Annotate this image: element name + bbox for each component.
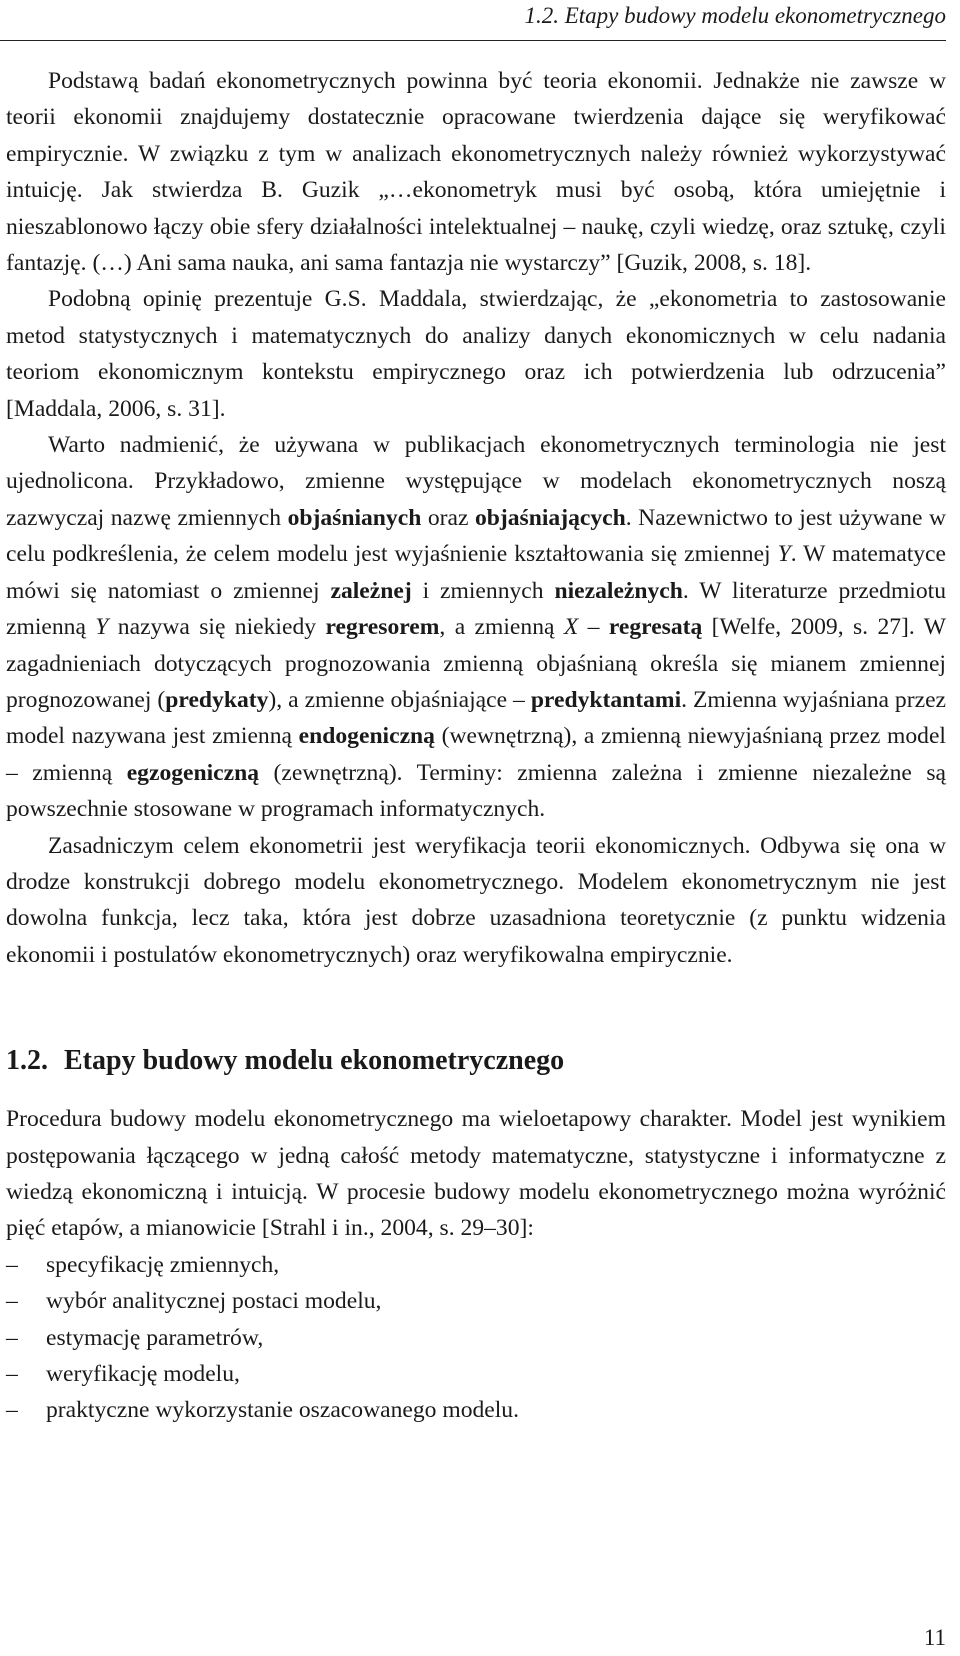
term-predyktanty: predyktantami: [530, 686, 682, 713]
list-item: [6, 1247, 946, 1283]
text-run: [Welfe, 2009, s. 27]. W zagadnieniach dotyczących prognozowania zmienną objaśnianą określa się mianem zmiennej prognozowanej (: [6, 614, 947, 713]
math-variable-y: Y: [95, 614, 109, 641]
list-item: [6, 1392, 946, 1428]
section-number: 1.2.: [6, 1045, 48, 1077]
paragraph-maddala: [6, 281, 946, 427]
text-run: , a zmienną: [439, 614, 564, 641]
text-run: . W matematyce mówi się natomiast o zmiennej: [6, 541, 946, 604]
paragraph-text: Procedura budowy modelu ekonometrycznego ma wieloetapowy charakter. Model jest wynikiem postępowania łączącego w jedną całość metody matematyczne, statystyczne i informatyczne z wiedzą ekonomiczną i intuicją. W procesie budowy modelu ekonometrycznego można wyróżnić pięć etapów, a mianowicie [Strahl i in., 2004, s. 29–30]:: [6, 1106, 946, 1242]
term-regresor: regresorem: [325, 614, 440, 641]
section-intro: [6, 1101, 946, 1247]
text-run: . W literaturze przedmiotu zmienną: [6, 577, 946, 641]
paragraph-text: Podstawą badań ekonometrycznych powinna być teoria ekonomii. Jednakże nie zawsze w teorii ekonomii znajdujemy dostatecznie opracowane twierdzenia dające się weryfikować empirycznie. W związku z tym w analizach ekonometrycznych należy również wykorzystywać intuicję. Jak stwierdza B. Guzik „…ekonometryk musi być osobą, która umiejętnie i nieszablonowo łączy obie sfery działalności intelektualnej – naukę, czyli wiedzę, oraz sztukę, czyli fantazję. (…) Ani sama nauka, ani sama fantazja nie wystarczy” [Guzik, 2008, s. 18].: [6, 68, 946, 277]
text-run: –: [578, 614, 609, 641]
dash-bullet: –: [6, 1361, 18, 1387]
running-title: 1.2. Etapy budowy modelu ekonometrycznego: [524, 3, 946, 28]
term-zalezna: zależnej: [330, 577, 412, 604]
list-item-text: weryfikację modelu,: [46, 1361, 240, 1387]
term-predykata: predykaty: [165, 686, 269, 713]
running-header: [0, 0, 946, 41]
paragraph-intuition: [6, 63, 946, 281]
list-item-text: estymację parametrów,: [46, 1324, 264, 1351]
paragraph-text: Podobną opinię prezentuje G.S. Maddala, stwierdzając, że „ekonometria to zastosowanie metod statystycznych i matematycznych do analizy danych ekonomicznych w celu nadania teoriom ekonomicznym kontekstu empirycznego oraz ich potwierdzenia lub odrzucenia” [Maddala, 2006, s. 31].: [6, 286, 946, 422]
term-endogeniczna: endogeniczną: [298, 723, 435, 750]
text-run: (zewnętrzną). Terminy: zmienna zależna i zmienne niezależne są powszechnie stosowane w programach informatycznych.: [6, 759, 947, 823]
dash-bullet: –: [6, 1288, 18, 1315]
paragraph-terminology: [6, 427, 946, 827]
text-run: . Zmienna wyjaśniana przez model nazywana jest zmienną: [6, 686, 947, 750]
paragraph-text: Zasadniczym celem ekonometrii jest weryfikacja teorii ekonomicznych. Odbywa się ona w drodze konstrukcji dobrego modelu ekonometrycznego. Modelem ekonometrycznym nie jest dowolna funkcja, lecz taka, która jest dobrze uzasadniona teoretycznie (z punktu widzenia ekonomii i postulatów ekonometrycznych) oraz weryfikowalna empirycznie.: [6, 832, 946, 968]
term-egzogeniczna: egzogeniczną: [126, 759, 260, 786]
text-run: nazywa się niekiedy: [108, 614, 326, 641]
list-item: [6, 1283, 946, 1319]
list-item-text: praktyczne wykorzystanie oszacowanego modelu.: [46, 1397, 520, 1424]
dash-bullet: –: [6, 1251, 18, 1278]
stage-list: [6, 1247, 946, 1429]
list-item: [6, 1320, 946, 1356]
paragraph-goal: [6, 828, 946, 974]
dash-bullet: –: [6, 1397, 18, 1424]
section-heading: [6, 1043, 946, 1079]
list-item: [6, 1356, 946, 1392]
text-run: (wewnętrzną), a zmienną niewyjaśnianą przez model – zmienną: [6, 723, 946, 786]
text-run: i zmiennych: [411, 577, 555, 604]
text-run: . Nazewnictwo to jest używane w celu podkreślenia, że celem modelu jest wyjaśnienie kształtowania się zmiennej: [6, 504, 946, 568]
term-regresata: regresatą: [608, 614, 703, 641]
math-variable-x: X: [563, 614, 579, 641]
text-run: oraz: [421, 504, 475, 531]
text-run: ), a zmienne objaśniające –: [268, 686, 531, 713]
dash-bullet: –: [6, 1324, 18, 1351]
math-variable-y: Y: [777, 541, 791, 568]
term-niezalezne: niezależnych: [554, 577, 683, 604]
text-run: Warto nadmienić, że używana w publikacjach ekonometrycznych terminologia nie jest ujednolicona. Przykładowo, zmienne występujące w modelach ekonometrycznych noszą zazwyczaj nazwę zmiennych: [6, 432, 946, 531]
page-number: 11: [923, 1625, 946, 1650]
term-objasniane: objaśnianych: [287, 504, 422, 531]
page-body: [6, 63, 946, 1429]
term-objasniajace: objaśniających: [474, 504, 626, 531]
list-item-text: specyfikację zmiennych,: [46, 1251, 280, 1278]
section-title: Etapy budowy modelu ekonometrycznego: [64, 1045, 565, 1077]
list-item-text: wybór analitycznej postaci modelu,: [46, 1288, 382, 1315]
